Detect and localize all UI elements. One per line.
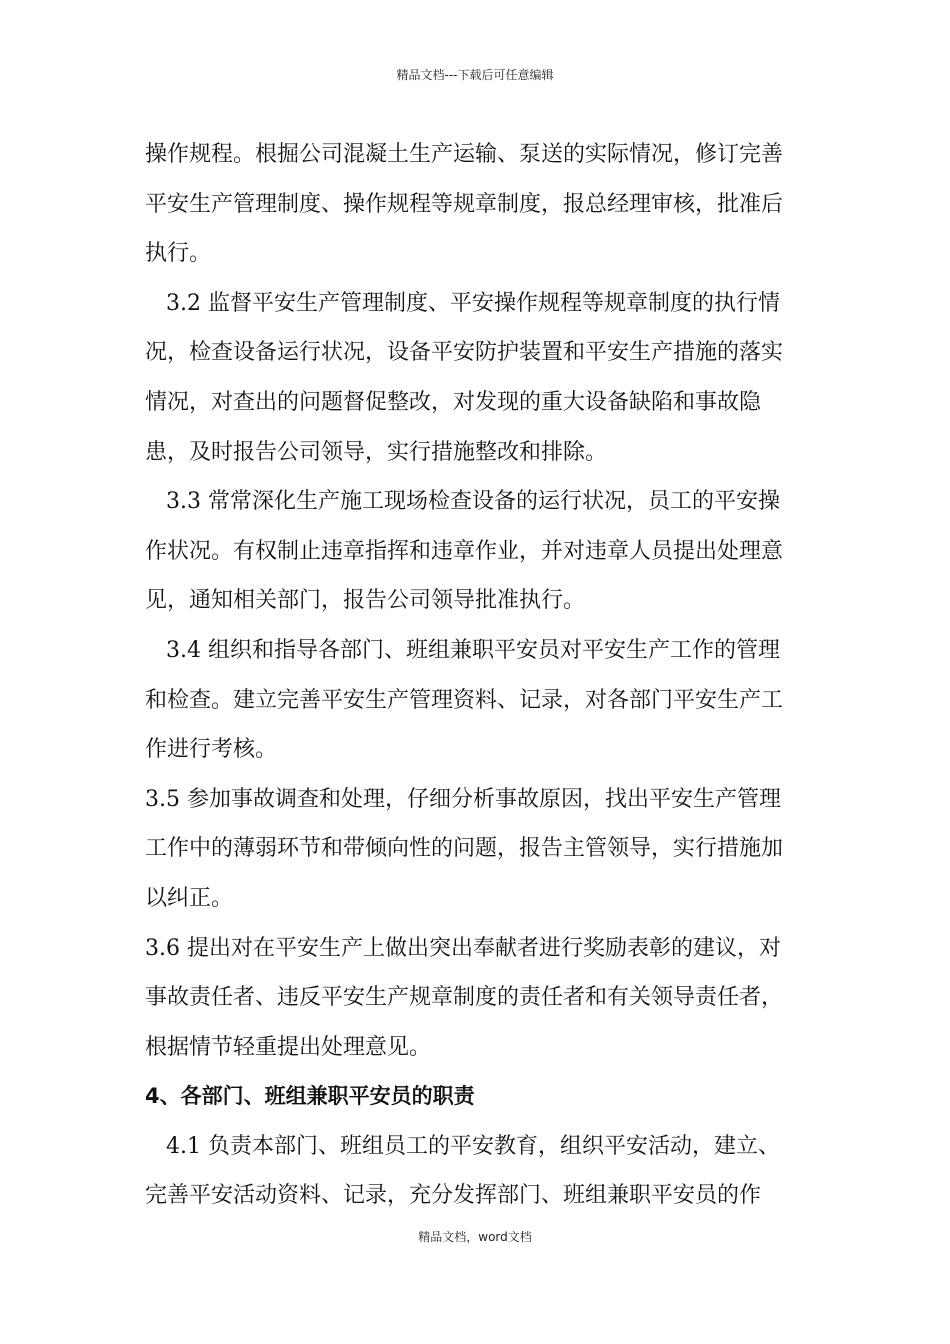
body-text-line: 平安生产管理制度、操作规程等规章制度，报总经理审核，批准后 xyxy=(145,191,784,217)
body-text-line: 情况，对查出的问题督促整改，对发现的重大设备缺陷和事故隐 xyxy=(145,389,762,415)
body-text-line: 操作规程。根掘公司混凝土生产运输、泵送的实际情况，修订完善 xyxy=(145,142,784,167)
section-3-2-first-line: 3.2 监督平安生产管理制度、平安操作规程等规章制度的执行情 xyxy=(166,290,780,316)
body-text-line: 和检查。建立完善平安生产管理资料、记录，对各部门平安生产工 xyxy=(145,687,784,713)
section-4-1-first-line: 4.1 负责本部门、班组员工的平安教育，组织平安活动，建立、 xyxy=(166,1133,780,1159)
body-text-line: 根据情节轻重提出处理意见。 xyxy=(145,1034,432,1060)
body-text-line: 工作中的薄弱环节和带倾向性的问题，报告主管领导，实行措施加 xyxy=(145,836,784,862)
section-4-heading: 4、各部门、班组兼职平安员的职责 xyxy=(145,1084,475,1109)
document-body xyxy=(145,130,805,1221)
section-3-3-first-line: 3.3 常常深化生产施工现场检查设备的运行状况，员工的平安操 xyxy=(166,489,780,515)
page-header: 精品文档---下载后可任意编辑 xyxy=(396,68,554,82)
body-text-line: 以纠正。 xyxy=(145,885,234,911)
body-text-line: 执行。 xyxy=(145,241,212,267)
body-text-line: 作状况。有权制止违章指挥和违章作业，并对违章人员提出处理意 xyxy=(145,538,784,564)
page-footer: 精品文档，word文档 xyxy=(418,1230,532,1244)
body-text-line: 事故责任者、违反平安生产规章制度的责任者和有关领导责任者， xyxy=(145,985,784,1011)
section-3-6-first-line: 3.6 提出对在平安生产上做出突出奉献者进行奖励表彰的建议，对 xyxy=(145,935,781,961)
body-text-line: 完善平安活动资料、记录，充分发挥部门、班组兼职平安员的作 xyxy=(145,1183,762,1209)
body-text-line: 况，检查设备运行状况，设备平安防护装置和平安生产措施的落实 xyxy=(145,340,784,366)
body-text-line: 作进行考核。 xyxy=(145,737,278,763)
body-text-line: 见，通知相关部门，报告公司领导批准执行。 xyxy=(145,588,586,614)
section-3-5-first-line: 3.5 参加事故调查和处理，仔细分析事故原因，找出平安生产管理 xyxy=(145,786,781,812)
section-3-4-first-line: 3.4 组织和指导各部门、班组兼职平安员对平安生产工作的管理 xyxy=(166,637,780,663)
body-text-line: 患，及时报告公司领导，实行措施整改和排除。 xyxy=(145,439,608,465)
